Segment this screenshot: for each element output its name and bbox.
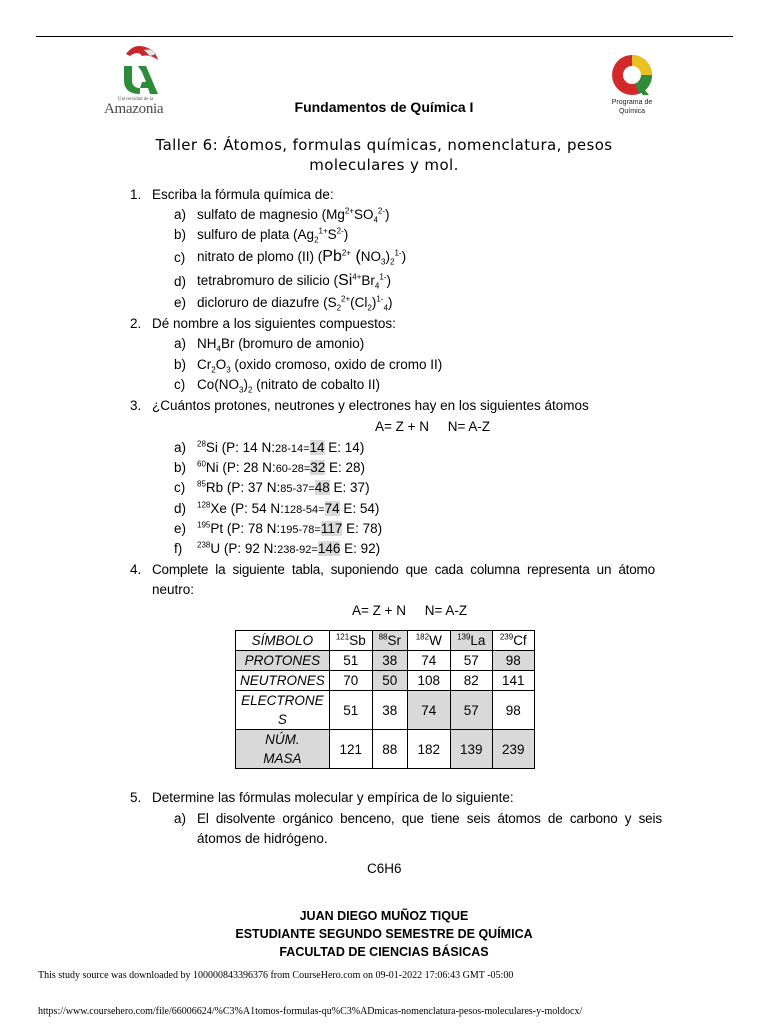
- q4-text-line-2: neutro:: [152, 582, 195, 597]
- q1-d-item: tetrabromuro de silicio $(Si^{4+}Br_4^{1-})$: [197, 272, 391, 291]
- table-cell: $^{88}$Sr: [372, 631, 407, 651]
- q3-number: 3.: [130, 398, 142, 413]
- q2-a-label: a): [174, 336, 187, 351]
- q1-c-item: nitrato de plomo (II) ($Pb^{2+}$ $(NO_3)_2^{1-}$): [197, 248, 407, 267]
- q2-a-item: $NH_4Br$ (bromuro de amonio): [197, 336, 365, 354]
- author-name: JUAN DIEGO MUÑOZ TIQUE: [299, 909, 469, 923]
- q3-item: $^{85}$Rb (P: 37 N:85-37=48 E: 37): [197, 479, 370, 495]
- q3-text: ¿Cuántos protones, neutrones y electrones hay en los siguientes átomos: [152, 398, 589, 413]
- q1-c-label: c): [174, 250, 186, 265]
- table-cell: SÍMBOLO: [236, 631, 330, 651]
- program-emblem-icon: [601, 53, 663, 99]
- q3-item-label: b): [174, 460, 187, 475]
- q5-a-line-1: El disolvente orgánico benceno, que tiene seis átomos de carbono y seis: [197, 811, 662, 826]
- table-cell: 74: [407, 691, 450, 730]
- table-header-row: [236, 631, 535, 651]
- q1-a-item: sulfato de magnesio $(Mg^{2+}SO_4^{2-})$: [197, 206, 390, 225]
- workshop-title-line-2: moleculares y mol.: [309, 156, 459, 174]
- table-cell: 51: [329, 691, 372, 730]
- q2-b-item: $Cr_2O_3$ (oxido cromoso, oxido de cromo II): [197, 357, 443, 375]
- table-row: [236, 671, 535, 691]
- table-cell: 51: [329, 651, 372, 671]
- q5-number: 5.: [130, 790, 142, 805]
- program-caption-2: Química: [618, 108, 646, 115]
- table-cell: NEUTRONES: [236, 671, 330, 691]
- chemistry-program-logo: [601, 53, 663, 119]
- q4-text-line-1: Complete la siguiente tabla, suponiendo que cada columna representa un átomo: [152, 562, 655, 577]
- workshop-title-line-1: Taller 6: Átomos, formulas químicas, nomenclatura, pesos: [155, 136, 613, 154]
- table-cell: 239: [492, 730, 534, 769]
- university-logo-small-text: Universidad de la: [118, 97, 154, 102]
- q1-e-label: e): [174, 295, 187, 310]
- q2-c-item: $Co(NO_3)_2$ (nitrato de cobalto II): [197, 377, 380, 395]
- q3-item-label: c): [174, 480, 186, 495]
- source-notice: This study source was downloaded by 100000843396376 from CourseHero.com on 09-01-2022 17:06:43 GMT -05:00: [38, 970, 514, 981]
- table-cell: 108: [407, 671, 450, 691]
- table-cell: 74: [407, 651, 450, 671]
- table-row: [236, 651, 535, 671]
- q3-item: $^{28}$Si (P: 14 N:28-14=14 E: 14): [197, 439, 365, 455]
- table-cell: 98: [492, 651, 534, 671]
- table-cell: PROTONES: [236, 651, 330, 671]
- q2-c-label: c): [174, 377, 186, 392]
- table-cell: 50: [372, 671, 407, 691]
- table-cell: 38: [372, 691, 407, 730]
- author-semester: ESTUDIANTE SEGUNDO SEMESTRE DE QUÍMICA: [235, 927, 533, 941]
- university-logo-brand: Amazonia: [104, 101, 164, 117]
- q1-d-label: d): [174, 274, 187, 289]
- table-cell: $^{182}$W: [407, 631, 450, 651]
- q1-a-label: a): [174, 207, 187, 222]
- table-cell: 82: [450, 671, 492, 691]
- q3-item-label: a): [174, 440, 187, 455]
- q3-item-label: e): [174, 521, 187, 536]
- table-cell: 57: [450, 691, 492, 730]
- q4-number: 4.: [130, 562, 142, 577]
- table-row: [236, 730, 535, 769]
- q3-item: $^{195}$Pt (P: 78 N:195-78=117 E: 78): [197, 520, 383, 536]
- table-cell: 57: [450, 651, 492, 671]
- q5-a-line-2: átomos de hidrógeno.: [197, 831, 328, 846]
- q3-formula: A= Z + N N= A-Z: [375, 419, 491, 434]
- q1-text: Escriba la fórmula química de:: [152, 187, 334, 202]
- q3-item: $^{128}$Xe (P: 54 N:128-54=74 E: 54): [197, 500, 380, 516]
- q2-b-label: b): [174, 357, 187, 372]
- table-cell: 139: [450, 730, 492, 769]
- q1-e-item: dicloruro de diazufre $(S_2^{2+}(Cl_2)^{1-}_4)$: [197, 294, 393, 313]
- table-cell: 88: [372, 730, 407, 769]
- q5-text: Determine las fórmulas molecular y empírica de lo siguiente:: [152, 790, 514, 805]
- table-cell: 121: [329, 730, 372, 769]
- table-cell: $^{121}$Sb: [329, 631, 372, 651]
- workshop-title: [120, 135, 648, 175]
- q3-item-label: f): [174, 541, 183, 556]
- program-caption-1: Programa de: [611, 99, 653, 106]
- q2-text: Dé nombre a los siguientes compuestos:: [152, 316, 396, 331]
- university-emblem-icon: [104, 44, 176, 100]
- source-url[interactable]: https://www.coursehero.com/file/66006624/%C3%A1tomos-formulas-qu%C3%ADmicas-nomenclatura-pesos-moleculares-y-moldocx/: [38, 1006, 583, 1017]
- table-cell: $^{239}$Cf: [492, 631, 534, 651]
- table-cell: 141: [492, 671, 534, 691]
- table-cell: 98: [492, 691, 534, 730]
- q1-b-item: sulfuro de plata $(Ag_2^{1+}S^{2-})$: [197, 226, 349, 245]
- q5-answer: C6H6: [367, 861, 402, 876]
- table-row: [236, 691, 535, 730]
- q4-formula: A= Z + N N= A-Z: [352, 603, 468, 618]
- course-title: Fundamentos de Química I: [294, 99, 474, 115]
- author-faculty: FACULTAD DE CIENCIAS BÁSICAS: [279, 945, 489, 959]
- table-cell: 38: [372, 651, 407, 671]
- q2-number: 2.: [130, 316, 142, 331]
- table-cell: 182: [407, 730, 450, 769]
- atoms-table: [235, 630, 535, 769]
- q3-item: $^{60}$Ni (P: 28 N:60-28=32 E: 28): [197, 459, 366, 475]
- q1-number: 1.: [130, 187, 142, 202]
- top-rule: [36, 36, 733, 37]
- q3-item: $^{238}$U (P: 92 N:238-92=146 E: 92): [197, 540, 381, 556]
- q5-a-label: a): [174, 811, 187, 826]
- table-cell: ELECTRONE S: [236, 691, 330, 730]
- q3-item-label: d): [174, 501, 187, 516]
- table-cell: $^{139}$La: [450, 631, 492, 651]
- table-cell: NÚM. MASA: [236, 730, 330, 769]
- table-cell: 70: [329, 671, 372, 691]
- q1-b-label: b): [174, 227, 187, 242]
